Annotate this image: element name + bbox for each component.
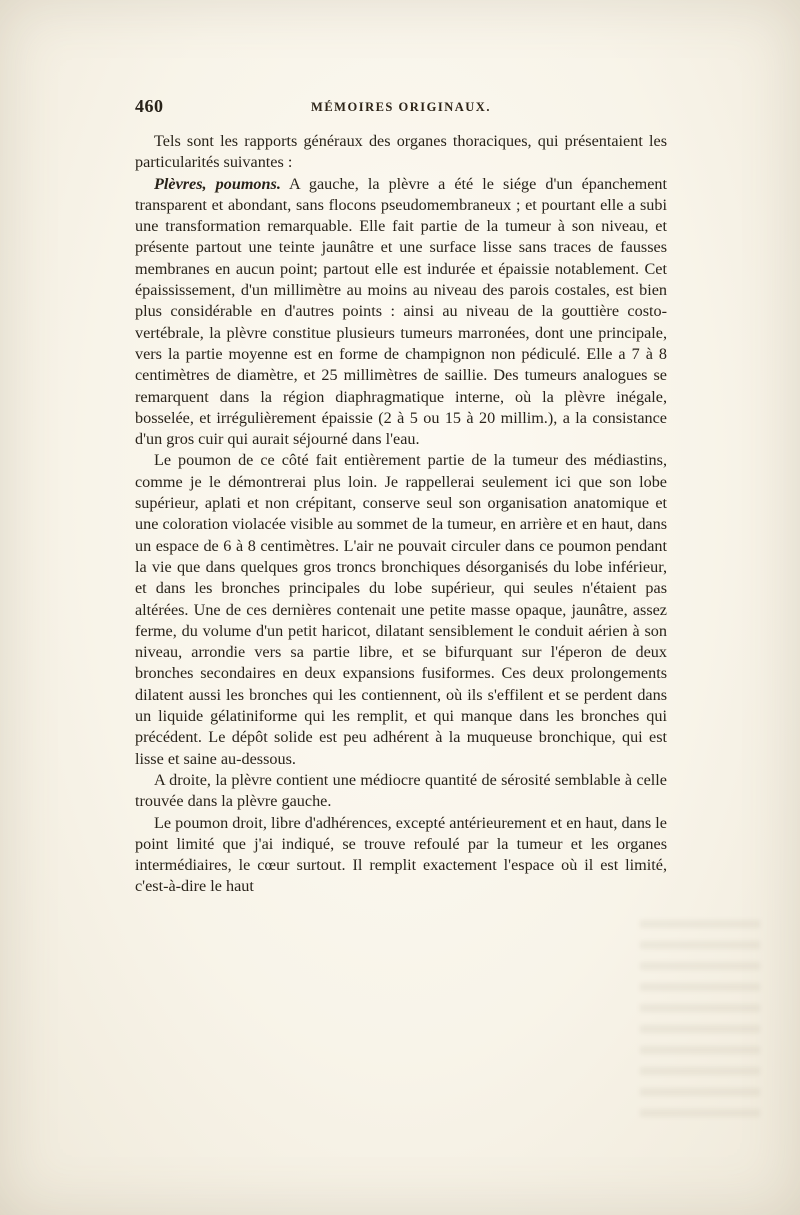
paragraph-3: Le poumon de ce côté fait entièrement partie de la tumeur des médiastins, comme je le démontrerai plus loin. Je rappellerai seulement ici que son lobe supérieur, aplati et non crépitant, conserve seul son organisation anatomique et une coloration violacée visible au sommet de la tumeur, en arrière et en haut, dans un espace de 6 à 8 centimètres. L'air ne pouvait circuler dans ce poumon pendant la vie que dans quelques gros troncs bronchiques désorganisés du lobe inférieur, et dans les bronches principales du lobe supérieur, qui seules n'étaient pas altérées. Une de ces dernières contenait une petite masse opaque, jaunâtre, assez ferme, du volume d'un petit haricot, dilatant sensiblement le conduit aérien à son niveau, arrondie vers sa partie libre, et se bifurquant sur l'éperon de deux bronches secondaires en deux expansions fusiformes. Ces deux prolongements dilatent aussi les bronches qui les contiennent, où ils s'effilent et se perdent dans un liquide gélatiniforme qui les remplit, et qui manque dans les bronches qui précédent. Le dépôt solide est peu adhérent à la muqueuse bronchique, qui est lisse et saine au-dessous.: [135, 451, 667, 768]
paragraph-4: A droite, la plèvre contient une médiocre quantité de sérosité semblable à celle trouvée dans la plèvre gauche.: [135, 770, 667, 811]
page-header: [135, 96, 667, 118]
paragraph-lead-italic: Plèvres, poumons.: [154, 174, 281, 193]
paragraph-5: Le poumon droit, libre d'adhérences, excepté antérieurement et en haut, dans le point limité que j'ai indiqué, se trouve refoulé par la tumeur et les organes intermédiaires, le cœur surtout. Il remplit exactement l'espace où il est limité, c'est-à-dire le haut: [135, 813, 667, 896]
reverse-side-showthrough: [640, 920, 760, 1120]
text-block: [135, 131, 667, 898]
paragraph-2: Plèvres, poumons. A gauche, la plèvre a été le siége d'un épanchement transparent et abondant, sans flocons pseudomembraneux ; et pourtant elle a subi une transformation remarquable. Elle fait partie de la tumeur à son niveau, et présente partout une teinte jaunâtre et une surface lisse sans traces de fausses membranes en aucun point; partout elle est indurée et épaissie notablement. Cet épaississement, d'un millimètre au moins au niveau des parois costales, est bien plus considérable en d'autres points : ainsi au niveau de la gouttière costo-vertébrale, la plèvre constitue plusieurs tumeurs marronées, dont une principale, vers la partie moyenne est en forme de champignon non pédiculé. Elle a 7 à 8 centimètres de diamètre, et 25 millimètres de saillie. Des tumeurs analogues se remarquent dans la région diaphragmatique interne, où la plèvre inégale, bosselée, et irrégulièrement épaissie (2 à 5 ou 15 à 20 millim.), a la consistance d'un gros cuir qui aurait séjourné dans l'eau.: [135, 174, 667, 449]
running-header: MÉMOIRES ORIGINAUX.: [311, 100, 491, 114]
page-number: 460: [135, 96, 164, 116]
paragraph-1: Tels sont les rapports généraux des organes thoraciques, qui présentaient les particularités suivantes :: [135, 132, 667, 172]
